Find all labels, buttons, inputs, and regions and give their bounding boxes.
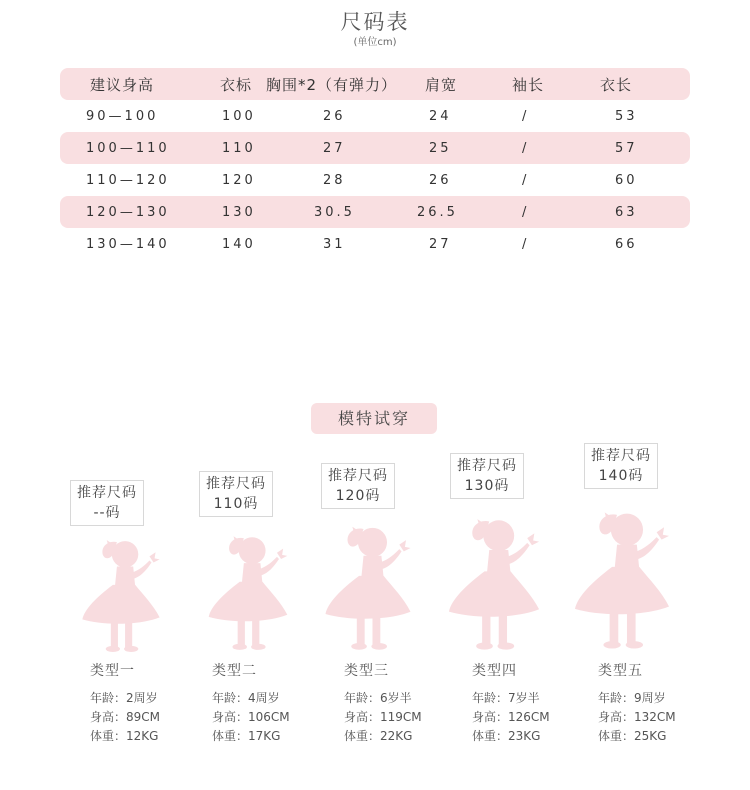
table-row: [60, 228, 690, 260]
weight-label: 体重：: [472, 729, 509, 743]
cell-length: 60: [615, 172, 638, 188]
cell-sleeve: /: [522, 108, 530, 124]
height-label: 身高：: [212, 710, 249, 724]
model-weight: [344, 727, 422, 746]
cell-tag: 130: [222, 204, 256, 220]
cell-chest: 28: [323, 172, 346, 188]
cell-chest: 31: [323, 236, 346, 252]
model-height: [90, 708, 160, 727]
model-weight: [472, 727, 550, 746]
recommended-size-value: 120码: [335, 488, 381, 504]
height-value: 106CM: [248, 710, 290, 724]
recommended-size-box: [321, 463, 395, 509]
age-value: 2周岁: [126, 691, 158, 705]
weight-label: 体重：: [598, 729, 635, 743]
age-value: 4周岁: [248, 691, 280, 705]
cell-height: 90—100: [86, 108, 159, 124]
height-value: 119CM: [380, 710, 422, 724]
cell-length: 53: [615, 108, 638, 124]
recommended-size-label: 推荐尺码: [206, 476, 266, 492]
model-type: 类型二: [212, 663, 257, 679]
model-weight: [598, 727, 676, 746]
table-row: [60, 196, 690, 228]
height-value: 132CM: [634, 710, 676, 724]
cell-sleeve: /: [522, 140, 530, 156]
cell-chest: 30.5: [314, 204, 355, 220]
cell-height: 130—140: [86, 236, 170, 252]
age-value: 9周岁: [634, 691, 666, 705]
model-age: [344, 689, 422, 708]
weight-value: 23KG: [508, 729, 541, 743]
header-tag: 衣标: [220, 75, 253, 94]
recommended-size-box: [450, 453, 524, 499]
weight-value: 25KG: [634, 729, 667, 743]
recommended-size-box: [584, 443, 658, 489]
cell-shoulder: 24: [429, 108, 452, 124]
girl-silhouette-icon: [76, 534, 166, 654]
height-value: 126CM: [508, 710, 550, 724]
header-chest: 胸围*2（有弹力）: [266, 75, 398, 94]
header-sleeve: 袖长: [512, 75, 545, 94]
weight-label: 体重：: [344, 729, 381, 743]
height-label: 身高：: [344, 710, 381, 724]
cell-height: 120—130: [86, 204, 170, 220]
recommended-size-value: 140码: [598, 468, 644, 484]
age-label: 年龄：: [90, 691, 127, 705]
model-info: [212, 662, 290, 746]
recommended-size-value: --码: [93, 505, 121, 521]
model-age: [598, 689, 676, 708]
model-age: [212, 689, 290, 708]
cell-shoulder: 26: [429, 172, 452, 188]
cell-tag: 140: [222, 236, 256, 252]
cell-tag: 120: [222, 172, 256, 188]
recommended-size-label: 推荐尺码: [328, 468, 388, 484]
age-value: 7岁半: [508, 691, 540, 705]
cell-sleeve: /: [522, 172, 530, 188]
model-age: [472, 689, 550, 708]
model-info: [472, 662, 550, 746]
age-value: 6岁半: [380, 691, 412, 705]
weight-label: 体重：: [90, 729, 127, 743]
model-height: [212, 708, 290, 727]
recommended-size-value: 130码: [464, 478, 510, 494]
cell-sleeve: /: [522, 204, 530, 220]
height-value: 89CM: [126, 710, 161, 724]
girl-silhouette-icon: [444, 512, 544, 652]
model-type: 类型三: [344, 663, 389, 679]
cell-length: 63: [615, 204, 638, 220]
age-label: 年龄：: [472, 691, 509, 705]
cell-height: 110—120: [86, 172, 170, 188]
cell-height: 100—110: [86, 140, 170, 156]
cell-chest: 26: [323, 108, 346, 124]
cell-sleeve: /: [522, 236, 530, 252]
model-type: 类型四: [472, 663, 517, 679]
model-section-title: 模特试穿: [311, 403, 437, 434]
header-shoulder: 肩宽: [425, 75, 458, 94]
model-info: [344, 662, 422, 746]
recommended-size-label: 推荐尺码: [77, 485, 137, 501]
header-height: 建议身高: [90, 75, 155, 94]
model-weight: [212, 727, 290, 746]
cell-shoulder: 25: [429, 140, 452, 156]
weight-value: 12KG: [126, 729, 159, 743]
height-label: 身高：: [472, 710, 509, 724]
cell-tag: 110: [222, 140, 256, 156]
weight-label: 体重：: [212, 729, 249, 743]
model-height: [344, 708, 422, 727]
cell-length: 66: [615, 236, 638, 252]
model-info: [598, 662, 676, 746]
table-header-row: [60, 68, 690, 100]
model-height: [472, 708, 550, 727]
size-table: [60, 68, 690, 260]
size-chart-title: 尺码表: [340, 10, 410, 34]
height-label: 身高：: [90, 710, 127, 724]
cell-chest: 27: [323, 140, 346, 156]
size-chart-unit: (单位cm): [353, 37, 397, 48]
weight-value: 22KG: [380, 729, 413, 743]
table-row: [60, 132, 690, 164]
model-type: 类型一: [90, 663, 135, 679]
age-label: 年龄：: [598, 691, 635, 705]
age-label: 年龄：: [212, 691, 249, 705]
model-height: [598, 708, 676, 727]
model-age: [90, 689, 160, 708]
header-length: 衣长: [600, 75, 633, 94]
age-label: 年龄：: [344, 691, 381, 705]
cell-length: 57: [615, 140, 638, 156]
recommended-size-label: 推荐尺码: [591, 448, 651, 464]
table-row: [60, 100, 690, 132]
table-row: [60, 164, 690, 196]
girl-silhouette-icon: [320, 520, 416, 652]
recommended-size-value: 110码: [213, 496, 259, 512]
weight-value: 17KG: [248, 729, 281, 743]
cell-tag: 100: [222, 108, 256, 124]
recommended-size-box: [70, 480, 144, 526]
cell-shoulder: 26.5: [417, 204, 458, 220]
model-type: 类型五: [598, 663, 643, 679]
height-label: 身高：: [598, 710, 635, 724]
recommended-size-box: [199, 471, 273, 517]
model-info: [90, 662, 160, 746]
girl-silhouette-icon: [202, 530, 294, 652]
girl-silhouette-icon: [570, 505, 674, 651]
recommended-size-label: 推荐尺码: [457, 458, 517, 474]
cell-shoulder: 27: [429, 236, 452, 252]
model-weight: [90, 727, 160, 746]
